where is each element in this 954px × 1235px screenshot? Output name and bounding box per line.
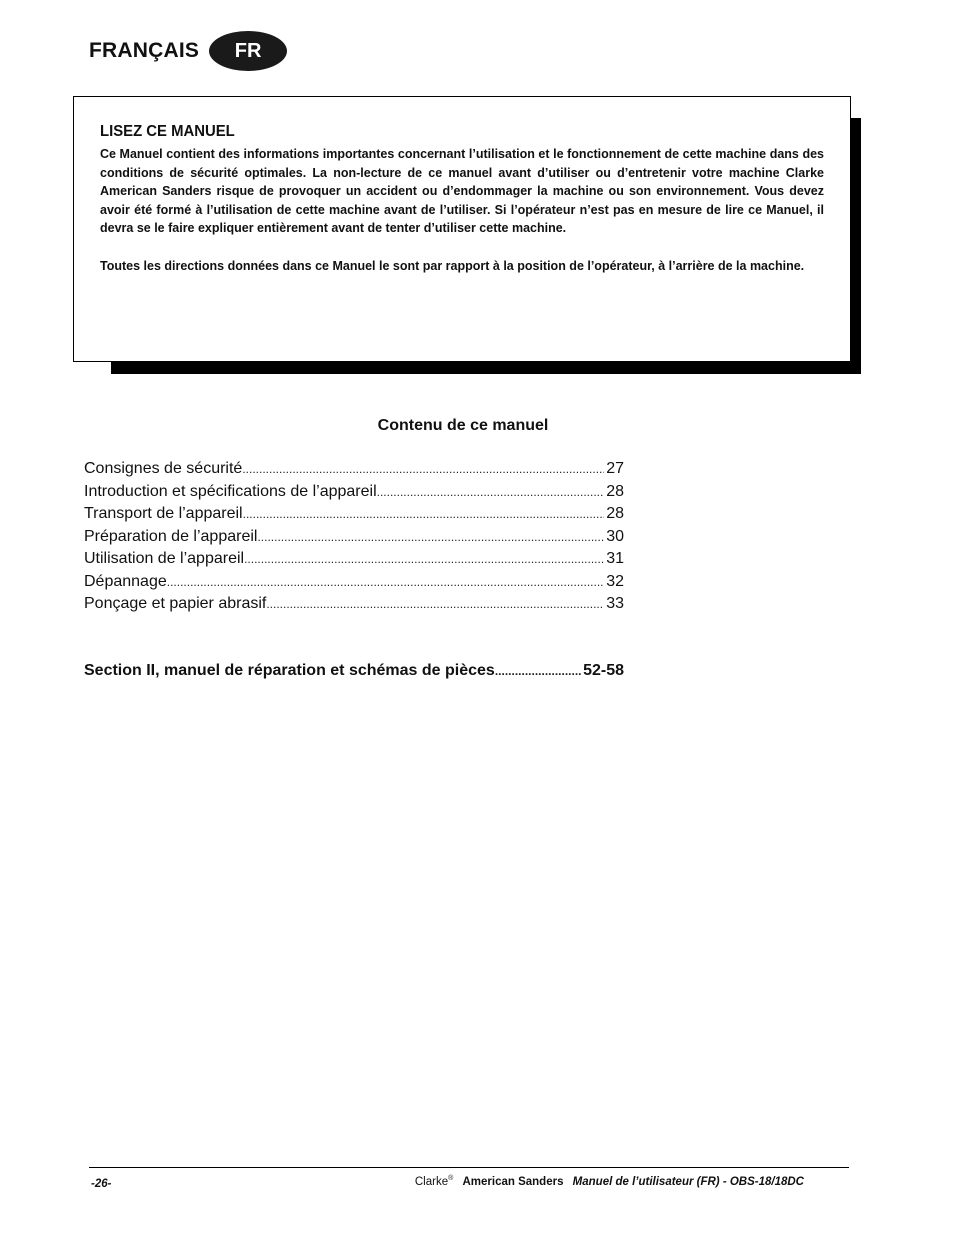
toc-entry-page: 27 — [606, 460, 624, 477]
toc-leader-dots — [242, 462, 604, 476]
language-title: FRANÇAIS — [89, 39, 200, 62]
toc-leader-dots — [266, 597, 604, 611]
toc-leader-dots — [243, 507, 605, 521]
toc-leader-dots — [495, 664, 581, 678]
toc-leader-dots — [167, 575, 604, 589]
registered-mark: ® — [448, 1175, 454, 1182]
notice-heading: LISEZ CE MANUEL — [100, 123, 235, 140]
footer-company: American Sanders — [462, 1175, 564, 1188]
toc-entry-label: Dépannage — [84, 572, 167, 590]
toc-entry[interactable] — [84, 505, 624, 528]
toc-entry-page: 28 — [606, 505, 624, 522]
toc-entry[interactable] — [84, 550, 624, 573]
footer-brand: Clarke — [414, 1175, 449, 1188]
toc-entry-page: 33 — [606, 595, 624, 612]
footer-manual-info — [415, 1175, 804, 1188]
toc-title: Contenu de ce manuel — [377, 417, 549, 434]
toc-leader-dots — [377, 485, 605, 499]
toc-entry-label: Préparation de l’appareil — [84, 527, 258, 545]
toc-entry[interactable] — [84, 573, 624, 596]
toc-entry[interactable] — [84, 595, 624, 618]
footer-divider — [89, 1167, 849, 1168]
toc-leader-dots — [257, 530, 604, 544]
footer-page-number: -26- — [91, 1178, 112, 1190]
toc-entry-label: Introduction et spécifications de l’appareil — [84, 482, 377, 500]
toc-entry[interactable] — [84, 528, 624, 551]
toc-entry-page: 32 — [606, 572, 624, 590]
toc-entry-label: Ponçage et papier abrasif — [84, 595, 267, 612]
toc-entry-label: Utilisation de l’appareil — [84, 550, 245, 567]
language-badge: FR — [209, 31, 287, 71]
notice-direction-note: Toutes les directions données dans ce Manuel le sont par rapport à la position de l’opérateur, à l’arrière de la machine. — [100, 258, 805, 273]
toc-entry-label: Transport de l’appareil — [84, 505, 243, 522]
toc-entry-page: 31 — [606, 550, 624, 567]
toc-section-page: 52-58 — [583, 662, 624, 679]
footer-manual-title: Manuel de l’utilisateur (FR) - OBS-18/18DC — [572, 1175, 804, 1188]
table-of-contents — [84, 460, 624, 618]
language-header — [89, 30, 287, 72]
toc-entry[interactable] — [84, 483, 624, 506]
notice-body: Ce Manuel contient des informations importantes concernant l’utilisation et le fonctionnement de cette machine dans des conditions de sécurité optimales. La non-lecture de ce manuel avant d’utiliser ou d’entretenir votre machine Clarke American Sanders risque de provoquer un accident ou d’endommager la machine ou son environnement. Vous devez avoir été formé à l’utilisation de cette machine avant de l’utiliser. Si l’opérateur n’est pas en mesure de lire ce Manuel, il devra se le faire expliquer entièrement avant de tenter d’utiliser cette machine. — [100, 147, 824, 236]
toc-entry-page: 28 — [606, 482, 624, 500]
toc-entry[interactable] — [84, 460, 624, 483]
read-manual-notice — [73, 96, 851, 362]
toc-section-ii-entry[interactable] — [84, 662, 624, 680]
toc-leader-dots — [244, 552, 604, 566]
toc-section-label: Section II, manuel de réparation et schémas de pièces — [84, 662, 495, 679]
toc-entry-page: 30 — [606, 527, 624, 545]
toc-entry-label: Consignes de sécurité — [84, 460, 243, 477]
